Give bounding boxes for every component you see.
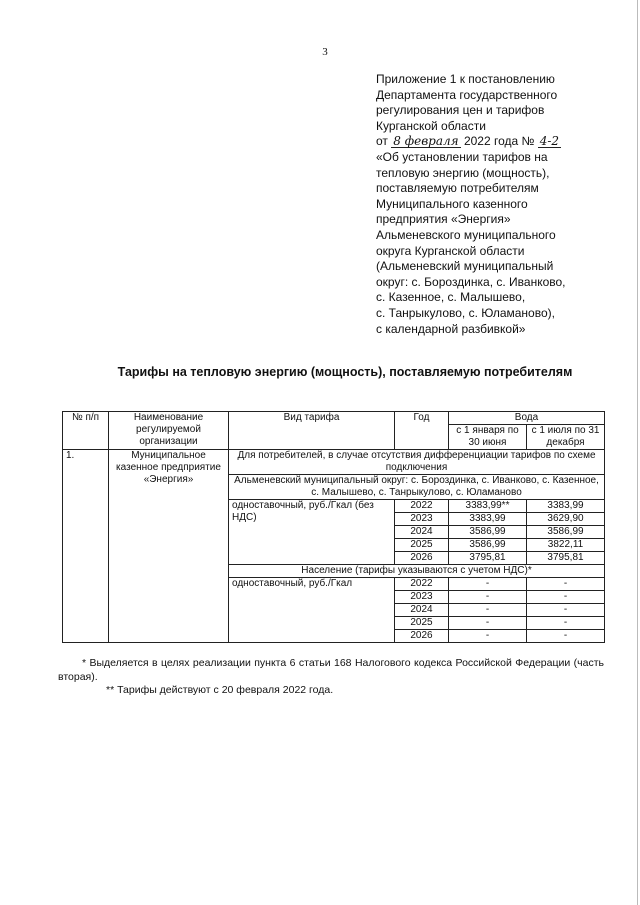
year-cell: 2023: [395, 513, 449, 526]
scan-edge-line: [637, 0, 638, 905]
header-year: Год: [395, 412, 449, 450]
appendix-line: с. Танрыкулово, с. Юламаново),: [376, 305, 555, 320]
tariff-kind: одноставочный, руб./Гкал (без НДС): [229, 500, 395, 565]
year-cell: 2025: [395, 617, 449, 630]
appendix-line: поставляемую потребителям: [376, 181, 539, 196]
footnote-vat: * Выделяется в целях реализации пункта 6 статьи 168 Налогового кодекса Российской Федерации (часть вторая).: [58, 657, 604, 683]
year-cell: 2022: [395, 500, 449, 513]
year-cell: 2024: [395, 526, 449, 539]
value-cell: -: [527, 604, 605, 617]
table-row: [63, 450, 605, 475]
appendix-line: Альменевского муниципального: [376, 227, 556, 242]
value-cell: 3586,99: [527, 526, 605, 539]
section-consumers: Для потребителей, в случае отсутствия дифференциации тарифов по схеме подключения: [229, 450, 605, 475]
appendix-line: «Об установлении тарифов на: [376, 149, 548, 164]
section-district: Альменевский муниципальный округ: с. Бороздинка, с. Иванково, с. Казенное, с. Малышево, с. Танрыкулово, с. Юламаново: [229, 475, 605, 500]
appendix-line: (Альменевский муниципальный: [376, 259, 554, 274]
value-cell: -: [449, 617, 527, 630]
value-cell: -: [449, 578, 527, 591]
header-water: Вода: [449, 412, 605, 425]
footnote-date: ** Тарифы действуют с 20 февраля 2022 года.: [106, 684, 334, 696]
appendix-line: округа Курганской области: [376, 243, 525, 258]
document-title: Тарифы на тепловую энергию (мощность), поставляемую потребителям: [117, 365, 573, 379]
year-cell: 2025: [395, 539, 449, 552]
value-cell: 3383,99: [527, 500, 605, 513]
value-cell: -: [527, 630, 605, 643]
appendix-line: регулирования цен и тарифов: [376, 103, 545, 118]
value-cell: 3795,81: [527, 552, 605, 565]
header-tariff-kind: Вид тарифа: [229, 412, 395, 450]
value-cell: 3795,81: [449, 552, 527, 565]
header-second-half: с 1 июля по 31 декабря: [527, 425, 605, 450]
section-population: Население (тарифы указываются с учетом НДС)*: [229, 565, 605, 578]
appendix-line: Департамента государственного: [376, 87, 558, 102]
value-cell: -: [449, 604, 527, 617]
tariff-kind: одноставочный, руб./Гкал: [229, 578, 395, 643]
footnotes: [58, 657, 604, 698]
header-first-half: с 1 января по 30 июня: [449, 425, 527, 450]
appendix-line: с календарной разбивкой»: [376, 321, 526, 336]
year-cell: 2026: [395, 552, 449, 565]
value-cell: -: [527, 617, 605, 630]
value-cell: -: [527, 591, 605, 604]
organization-name: Муниципальное казенное предприятие «Энергия»: [109, 450, 229, 643]
appendix-block: [376, 72, 616, 337]
tariff-table: [62, 411, 605, 643]
appendix-line: Приложение 1 к постановлению: [376, 72, 555, 86]
appendix-line: с. Казенное, с. Малышево,: [376, 290, 526, 305]
appendix-line: округ: с. Бороздинка, с. Иванково,: [376, 274, 566, 289]
handwritten-number: 4-2: [539, 134, 560, 149]
appendix-date-line: [376, 134, 616, 150]
appendix-line: Муниципального казенного: [376, 196, 528, 211]
value-cell: -: [449, 630, 527, 643]
page-number: 3: [322, 46, 328, 58]
value-cell: 3586,99: [449, 539, 527, 552]
appendix-line: предприятия «Энергия»: [376, 212, 511, 227]
value-cell: 3822,11: [527, 539, 605, 552]
value-cell: 3586,99: [449, 526, 527, 539]
value-cell: -: [527, 578, 605, 591]
handwritten-date: 8 февраля: [393, 134, 459, 149]
value-cell: 3629,90: [527, 513, 605, 526]
row-number: 1.: [63, 450, 109, 643]
header-organization: Наименование регулируемой организации: [109, 412, 229, 450]
value-cell: -: [449, 591, 527, 604]
value-cell: 3383,99: [449, 513, 527, 526]
year-cell: 2026: [395, 630, 449, 643]
year-cell: 2023: [395, 591, 449, 604]
appendix-line: Курганской области: [376, 118, 486, 133]
appendix-line: тепловую энергию (мощность),: [376, 165, 550, 180]
year-cell: 2022: [395, 578, 449, 591]
date-year: 2022 года №: [463, 134, 535, 149]
value-cell: 3383,99**: [449, 500, 527, 513]
table-header-row: [63, 412, 605, 425]
date-prefix: от: [376, 134, 388, 149]
header-number: № п/п: [63, 412, 109, 450]
year-cell: 2024: [395, 604, 449, 617]
